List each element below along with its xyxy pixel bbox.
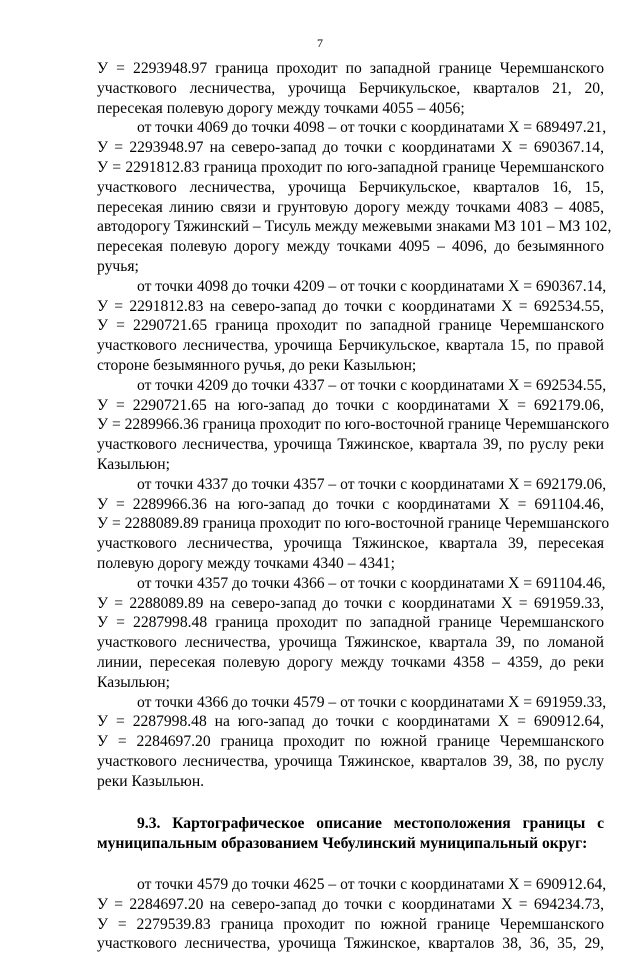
text-line: участкового лесничества, урочища Берчикульское, кварталов 16, 15,: [97, 178, 604, 196]
text-line: У = 2287998.48 на юго-запад до точки с координатами Х = 690912.64,: [97, 713, 604, 731]
text-line: автодорогу Тяжинский – Тисуль между межевыми знаками МЗ 101 – МЗ 102,: [97, 218, 612, 236]
text-line: У = 2291812.83 граница проходит по юго-западной границе Черемшанского: [97, 158, 604, 176]
text-line: ручья;: [97, 257, 139, 275]
text-line: У = 2288089.89 на северо-запад до точки с координатами Х = 691959.33,: [97, 594, 604, 612]
section-spacer: [97, 854, 604, 875]
chebulinsky-boundary-section: [97, 875, 607, 954]
text-line: участкового лесничества, урочища Берчикульское, квартала 15, по правой: [97, 337, 604, 355]
text-line: участкового лесничества, урочища Тяжинское, кварталов 38, 36, 35, 29,: [97, 935, 604, 953]
text-line: пересекая полевую дорогу между точками 4095 – 4096, до безымянного: [97, 238, 604, 256]
text-line: пересекая полевую дорогу между точками 4055 – 4056;: [97, 99, 465, 117]
text-line: участкового лесничества, урочища Тяжинское, кварталов 39, 38, по руслу: [97, 752, 604, 770]
text-line: У = 2279539.83 граница проходит по южной границе Черемшанского: [97, 915, 604, 933]
text-line: У = 2284697.20 на северо-запад до точки с координатами Х = 694234.73,: [97, 895, 604, 913]
text-line: участкового лесничества, урочища Берчикульское, кварталов 21, 20,: [97, 79, 604, 97]
text-line: У = 2289966.36 граница проходит по юго-восточной границе Черемшанского: [97, 416, 610, 434]
text-line: линии, пересекая полевую дорогу между точками 4358 – 4359, до реки: [97, 653, 604, 671]
text-line: пересекая линию связи и грунтовую дорогу между точками 4083 – 4085,: [97, 198, 604, 216]
text-line: от точки 4069 до точки 4098 – от точки с координатами Х = 689497.21,: [137, 119, 607, 137]
text-line: У = 2287998.48 граница проходит по западной границе Черемшанского: [97, 614, 604, 632]
text-line: участкового лесничества, урочища Тяжинское, квартала 39, по руслу реки: [97, 436, 604, 454]
text-line: Казыльюн;: [97, 673, 170, 691]
text-line: 9.3. Картографическое описание местоположения границы с: [137, 815, 604, 833]
text-line: от точки 4366 до точки 4579 – от точки с координатами Х = 691959.33,: [137, 693, 607, 711]
text-line: от точки 4209 до точки 4337 – от точки с координатами Х = 692534.55,: [137, 376, 607, 394]
boundary-description-section: [97, 59, 612, 791]
text-line: У = 2289966.36 на юго-запад до точки с координатами Х = 691104.46,: [97, 495, 604, 513]
document-body: [97, 59, 612, 954]
text-line: участкового лесничества, урочища Тяжинское, квартала 39, по ломаной: [97, 634, 604, 652]
text-line: стороне безымянного ручья, до реки Казыльюн;: [97, 356, 417, 374]
text-line: У = 2293948.97 граница проходит по западной границе Черемшанского: [97, 60, 604, 77]
text-line: участкового лесничества, урочища Тяжинское, квартала 39, пересекая: [97, 535, 604, 553]
text-line: полевую дорогу между точками 4340 – 4341;: [97, 554, 395, 572]
text-line: муниципальным образованием Чебулинский муниципальный округ:: [97, 835, 588, 853]
text-line: реки Казыльюн.: [97, 772, 205, 790]
text-line: У = 2290721.65 граница проходит по западной границе Черемшанского: [97, 317, 604, 335]
text-line: Казыльюн;: [97, 455, 170, 473]
text-line: У = 2288089.89 граница проходит по юго-восточной границе Черемшанского: [97, 515, 610, 533]
section-spacer: [97, 791, 604, 814]
text-line: У = 2290721.65 на юго-запад до точки с координатами Х = 692179.06,: [97, 396, 604, 414]
text-line: от точки 4337 до точки 4357 – от точки с координатами Х = 692179.06,: [137, 475, 607, 493]
text-line: от точки 4579 до точки 4625 – от точки с координатами Х = 690912.64,: [137, 876, 607, 894]
text-line: У = 2291812.83 на северо-запад до точки с координатами Х = 692534.55,: [97, 297, 604, 315]
text-line: от точки 4098 до точки 4209 – от точки с координатами Х = 690367.14,: [137, 277, 607, 295]
section-heading: [97, 814, 604, 854]
text-line: У = 2293948.97 на северо-запад до точки с координатами Х = 690367.14,: [97, 139, 604, 157]
text-line: от точки 4357 до точки 4366 – от точки с координатами Х = 691104.46,: [137, 574, 606, 592]
text-line: У = 2284697.20 граница проходит по южной границе Черемшанского: [97, 733, 604, 751]
page-number: 7: [317, 36, 323, 50]
